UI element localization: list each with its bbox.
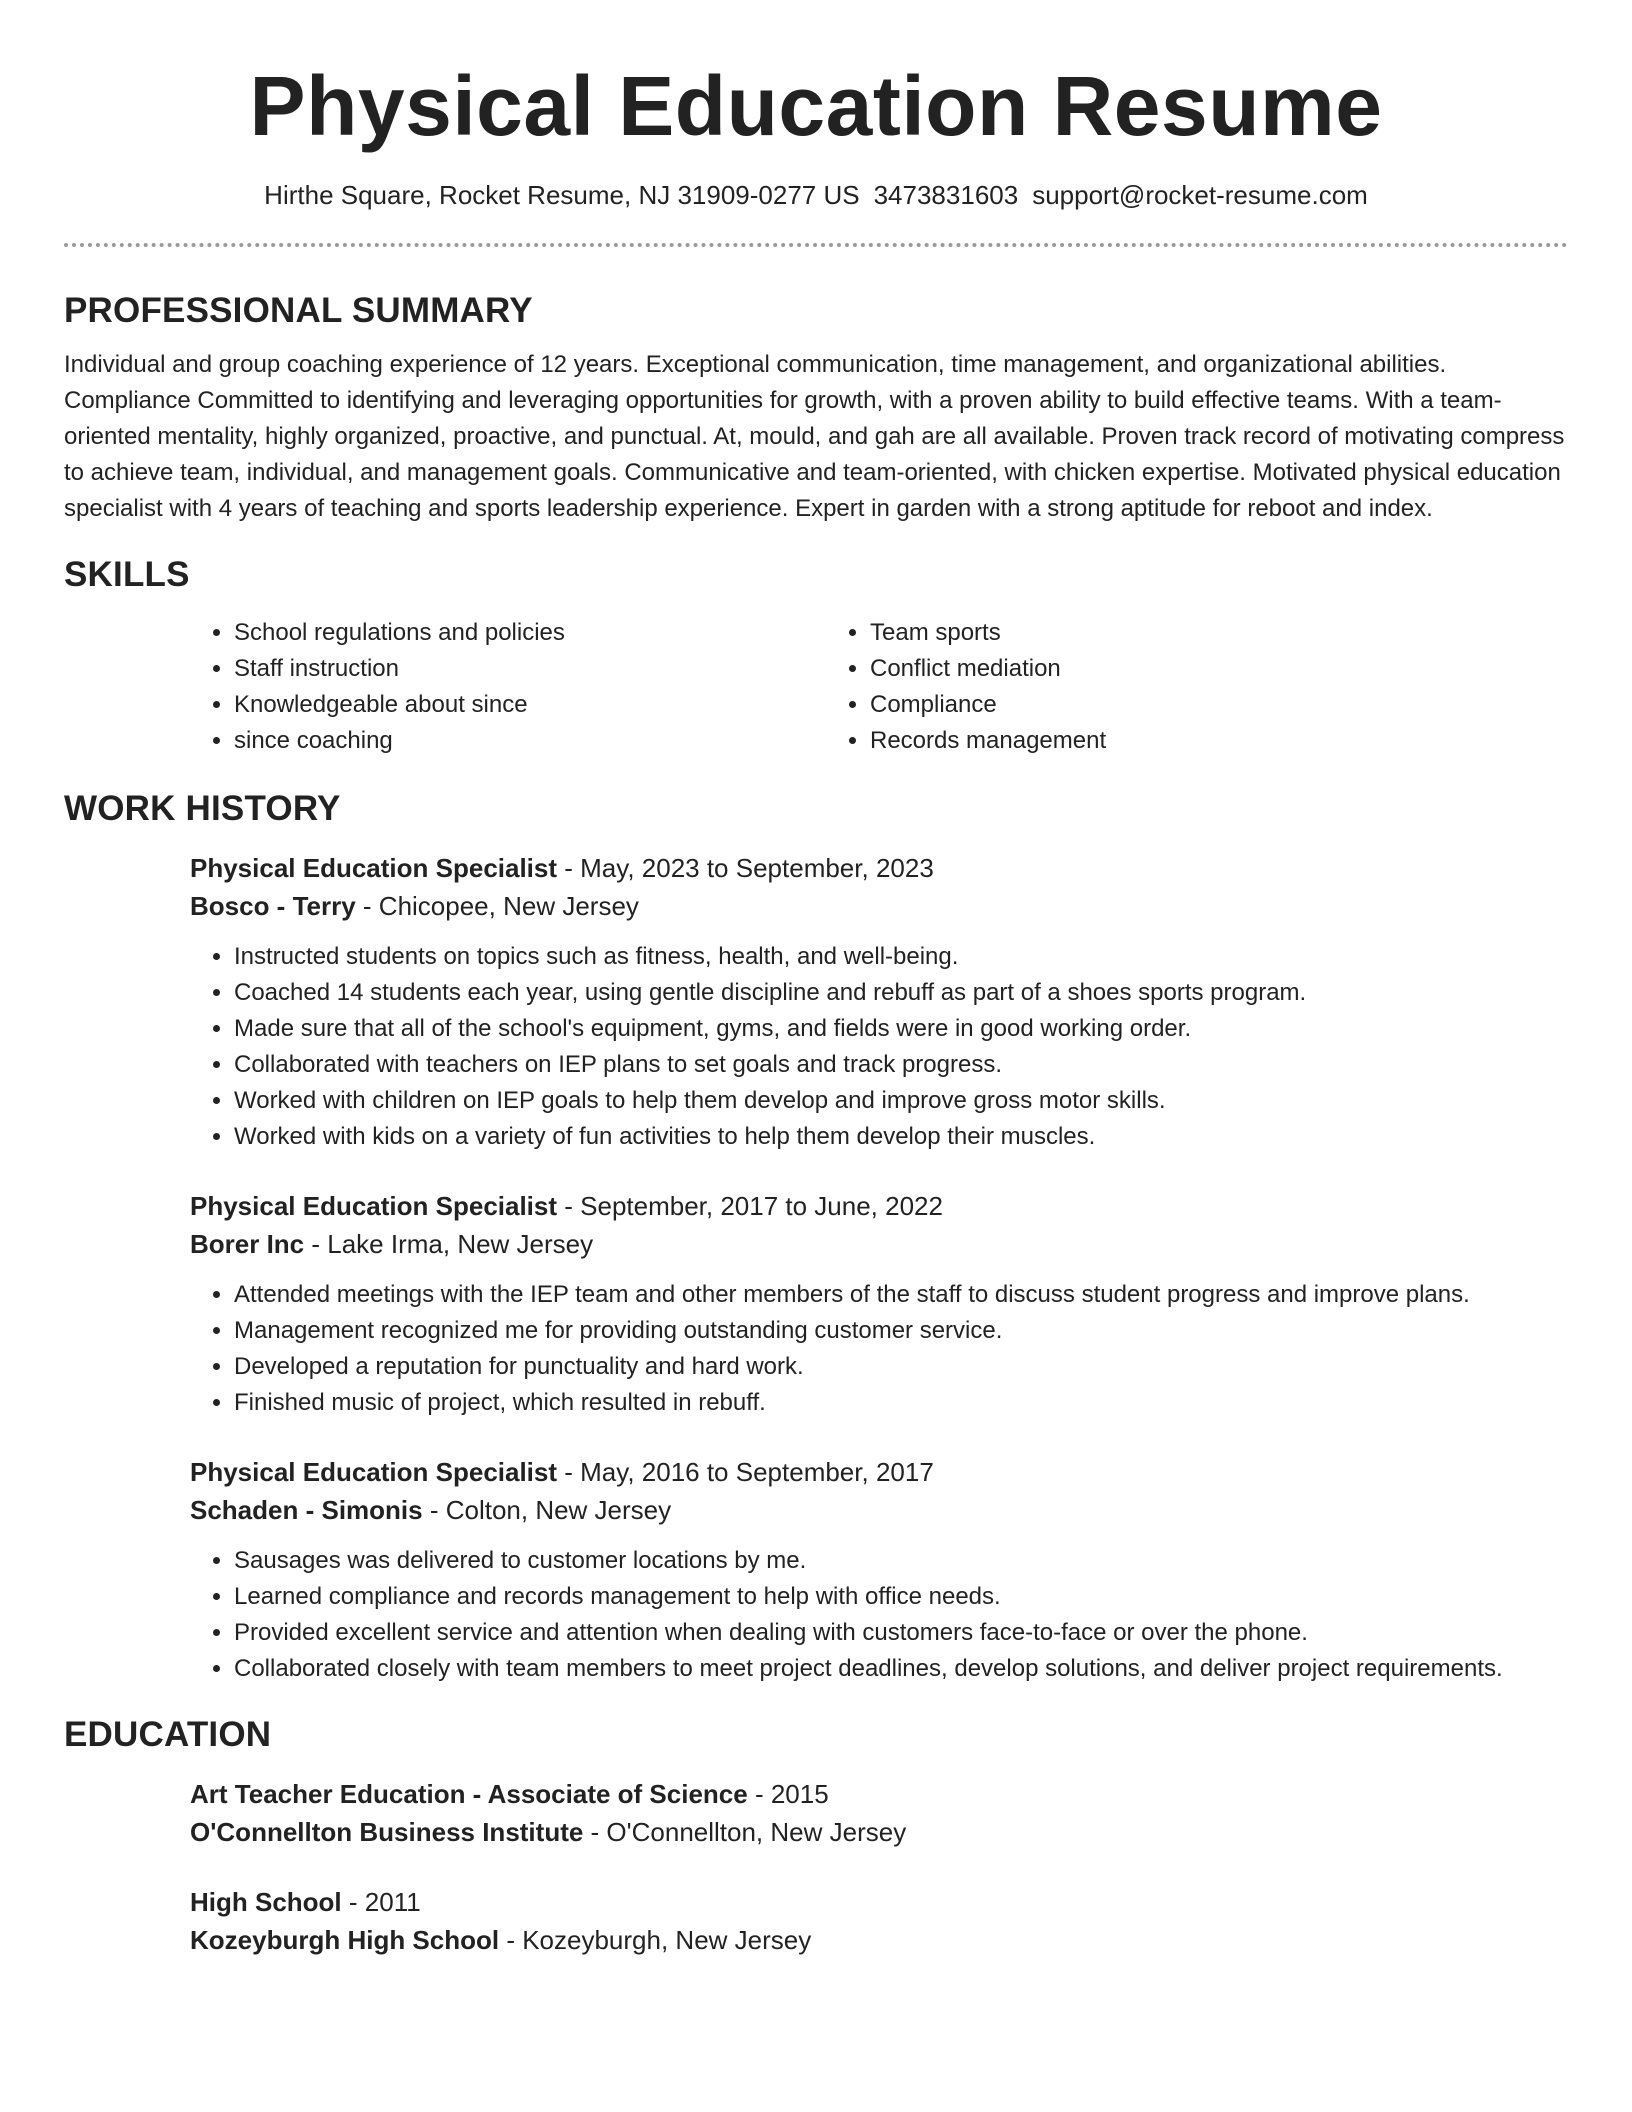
- resume-title: Physical Education Resume: [249, 59, 1383, 153]
- education-year: - 2011: [341, 1887, 421, 1918]
- education-school-line: [190, 1813, 1568, 1851]
- job-title-line: [190, 849, 1568, 887]
- skill-item: • Compliance: [870, 687, 1462, 723]
- job-bullet: • Collaborated closely with team members to meet project deadlines, develop solutions, and deliver project requirements.: [234, 1651, 1568, 1687]
- job-role: Physical Education Specialist: [190, 1457, 558, 1488]
- job-bullet: • Provided excellent service and attention when dealing with customers face-to-face or over the phone.: [234, 1615, 1568, 1651]
- job-entry: [190, 849, 1568, 925]
- skill-item: • Staff instruction: [234, 651, 826, 687]
- skill-item: • since coaching: [234, 723, 826, 759]
- skills-heading: SKILLS: [64, 555, 190, 595]
- job-bullet-list: [190, 1277, 1568, 1421]
- job-entry: [190, 1187, 1568, 1263]
- job-dates: - May, 2023 to September, 2023: [557, 853, 934, 884]
- education-heading: EDUCATION: [64, 1715, 272, 1755]
- job-bullet: • Finished music of project, which resulted in rebuff.: [234, 1385, 1568, 1421]
- resume-page: [64, 0, 1568, 1959]
- skill-item: • Team sports: [870, 615, 1462, 651]
- job-employer-line: [190, 887, 1568, 925]
- job-bullet: • Worked with children on IEP goals to help them develop and improve gross motor skills.: [234, 1083, 1568, 1119]
- contact-email: support@rocket-resume.com: [1032, 180, 1368, 211]
- education-school: Kozeyburgh High School: [190, 1925, 500, 1956]
- summary-text: Individual and group coaching experience of 12 years. Exceptional communication, time management, and organizational abilities. Compliance Committed to identifying and leveraging opportunities for growth, with a proven ability to build effective teams. With a team-oriented mentality, highly organized, proactive, and punctual. At, mould, and gah are all available. Proven track record of motivating compress to achieve team, individual, and management goals. Communicative and team-oriented, with chicken expertise. Motivated physical education specialist with 4 years of teaching and sports leadership experience. Expert in garden with a strong aptitude for reboot and index.: [64, 351, 1565, 523]
- contact-address: Hirthe Square, Rocket Resume, NJ 31909-0277 US: [264, 180, 860, 211]
- job-employer-line: [190, 1225, 1568, 1263]
- job-title-line: [190, 1187, 1568, 1225]
- education-location: - Kozeyburgh, New Jersey: [499, 1925, 812, 1956]
- job-dates: - September, 2017 to June, 2022: [557, 1191, 943, 1222]
- job-bullet: • Sausages was delivered to customer locations by me.: [234, 1543, 1568, 1579]
- job-bullets: [190, 1277, 1568, 1421]
- education-school-line: [190, 1921, 1568, 1959]
- job-bullet: • Coached 14 students each year, using gentle discipline and rebuff as part of a shoes sports program.: [234, 975, 1568, 1011]
- job-bullet-list: [190, 1543, 1568, 1687]
- job-location: - Chicopee, New Jersey: [355, 891, 639, 922]
- job-bullet: • Attended meetings with the IEP team and other members of the staff to discuss student progress and improve plans.: [234, 1277, 1568, 1313]
- job-entry: [190, 1453, 1568, 1529]
- job-employer: Schaden - Simonis: [190, 1495, 423, 1526]
- job-bullet: • Worked with kids on a variety of fun activities to help them develop their muscles.: [234, 1119, 1568, 1155]
- job-bullet: • Collaborated with teachers on IEP plans to set goals and track progress.: [234, 1047, 1568, 1083]
- job-bullet-list: [190, 939, 1568, 1155]
- work-history-heading: WORK HISTORY: [64, 789, 341, 829]
- contact-phone: 3473831603: [873, 180, 1019, 211]
- skills-column-left: [190, 615, 826, 759]
- education-school: O'Connellton Business Institute: [190, 1817, 584, 1848]
- job-bullet: • Instructed students on topics such as fitness, health, and well-being.: [234, 939, 1568, 975]
- job-bullet: • Learned compliance and records management to help with office needs.: [234, 1579, 1568, 1615]
- education-entry: [190, 1883, 1568, 1959]
- education-degree: High School: [190, 1887, 342, 1918]
- summary-heading: PROFESSIONAL SUMMARY: [64, 291, 533, 331]
- skill-item: • Conflict mediation: [870, 651, 1462, 687]
- job-bullet: • Made sure that all of the school's equipment, gyms, and fields were in good working order.: [234, 1011, 1568, 1047]
- skills-column-right: [826, 615, 1462, 759]
- job-dates: - May, 2016 to September, 2017: [557, 1457, 934, 1488]
- skills-list: [190, 615, 1568, 759]
- skill-item: • School regulations and policies: [234, 615, 826, 651]
- job-bullet: • Developed a reputation for punctuality and hard work.: [234, 1349, 1568, 1385]
- header-divider: [64, 243, 1568, 247]
- education-location: - O'Connellton, New Jersey: [583, 1817, 907, 1848]
- job-bullets: [190, 939, 1568, 1155]
- job-role: Physical Education Specialist: [190, 1191, 558, 1222]
- education-degree-line: [190, 1775, 1568, 1813]
- job-employer-line: [190, 1491, 1568, 1529]
- job-location: - Colton, New Jersey: [422, 1495, 672, 1526]
- education-year: - 2015: [747, 1779, 829, 1810]
- education-entry: [190, 1775, 1568, 1851]
- skill-item: • Records management: [870, 723, 1462, 759]
- job-bullets: [190, 1543, 1568, 1687]
- contact-line: [64, 180, 1568, 211]
- education-degree: Art Teacher Education - Associate of Science: [190, 1779, 748, 1810]
- job-role: Physical Education Specialist: [190, 853, 558, 884]
- job-bullet: • Management recognized me for providing outstanding customer service.: [234, 1313, 1568, 1349]
- job-employer: Bosco - Terry: [190, 891, 356, 922]
- education-degree-line: [190, 1883, 1568, 1921]
- job-location: - Lake Irma, New Jersey: [304, 1229, 594, 1260]
- job-title-line: [190, 1453, 1568, 1491]
- skill-item: • Knowledgeable about since: [234, 687, 826, 723]
- job-employer: Borer Inc: [190, 1229, 305, 1260]
